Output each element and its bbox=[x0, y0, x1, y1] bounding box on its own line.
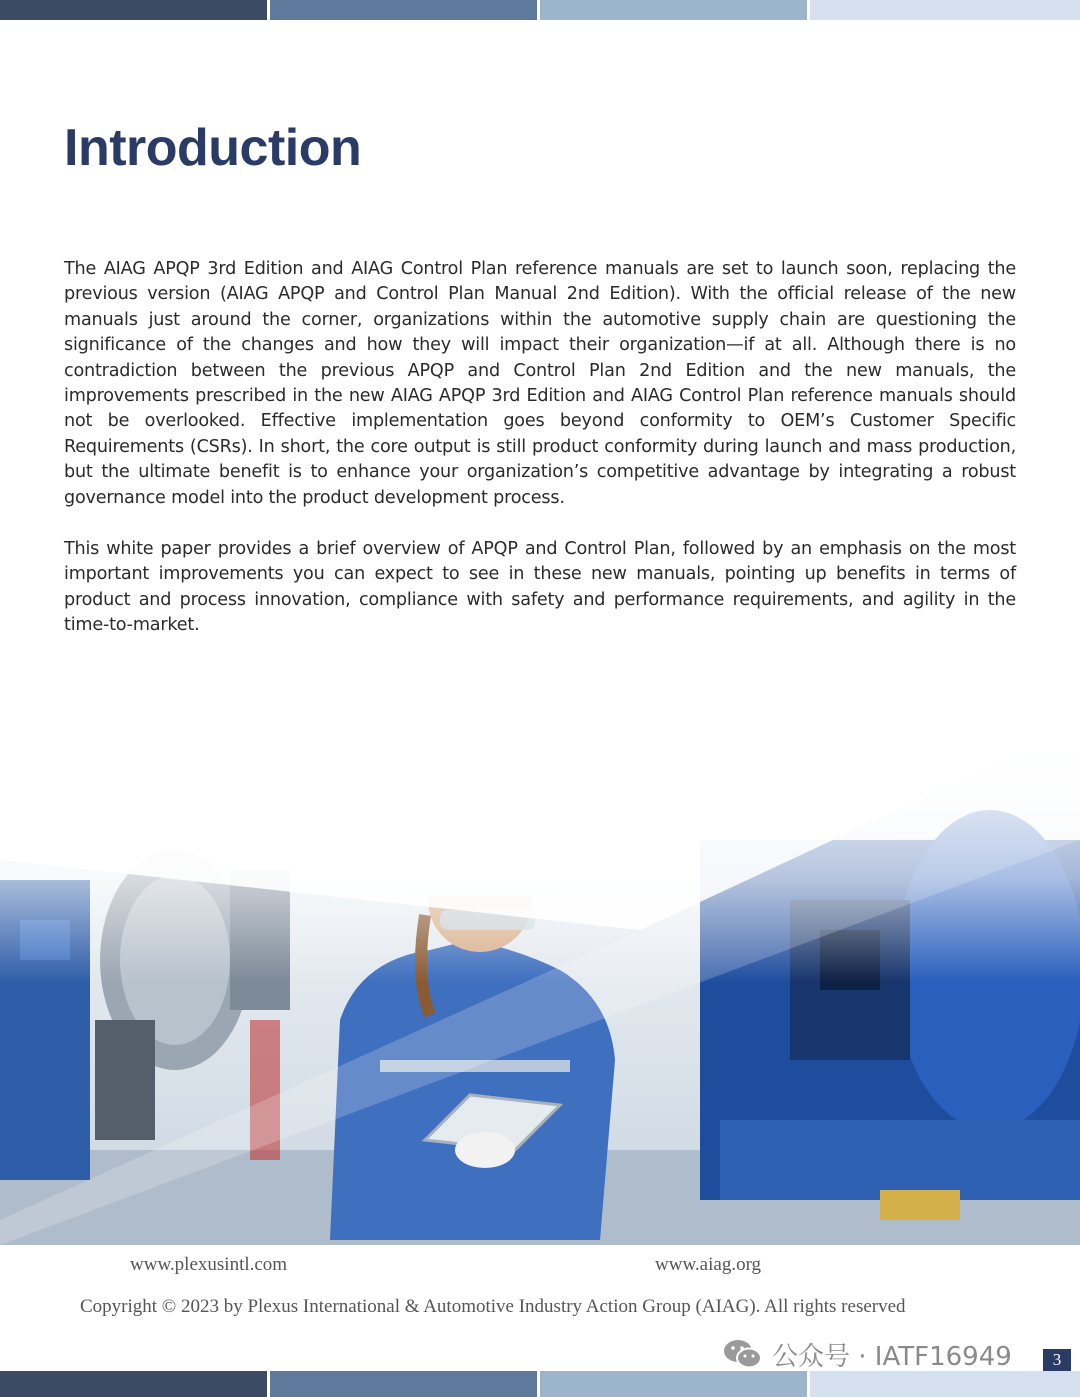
footer-link-aiag[interactable]: www.aiag.org bbox=[655, 1254, 762, 1275]
footer-link-plexus[interactable]: www.plexusintl.com bbox=[130, 1254, 288, 1275]
wechat-icon bbox=[722, 1337, 764, 1371]
copyright-notice: Copyright © 2023 by Plexus International & Automotive Industry Action Group (AIAG). All rights reserved bbox=[80, 1296, 906, 1317]
page-number: 3 bbox=[1043, 1349, 1071, 1371]
bottom-color-bar bbox=[0, 1371, 1080, 1397]
wechat-watermark bbox=[722, 1335, 1012, 1373]
top-color-bar bbox=[0, 0, 1080, 20]
intro-paragraph-1: The AIAG APQP 3rd Edition and AIAG Control Plan reference manuals are set to launch soon, replacing the previous version (AIAG APQP and Control Plan Manual 2nd Edition). With the official release of the new manuals just around the corner, organizations within the automotive supply chain are questioning the significance of the changes and how they will impact their organization—if at all. Although there is no contradiction between the previous APQP and Control Plan 2nd Edition and the new manuals, the improvements prescribed in the new AIAG APQP 3rd Edition and AIAG Control Plan reference manuals should not be overlooked. Effective implementation goes beyond conformity to OEM’s Customer Specific Requirements (CSRs). In short, the core output is still product conformity during launch and mass production, but the ultimate benefit is to enhance your organization’s competitive advantage by integrating a robust governance model into the product development process. bbox=[64, 259, 1016, 508]
factory-worker-photo bbox=[0, 720, 1080, 1245]
page-title: Introduction bbox=[64, 119, 362, 177]
watermark-text: 公众号 · IATF16949 bbox=[772, 1341, 1012, 1372]
intro-paragraph-2: This white paper provides a brief overview of APQP and Control Plan, followed by an emphasis on the most important improvements you can expect to see in these new manuals, pointing up benefits in terms of product and process innovation, compliance with safety and performance requirements, and agility in the time-to-market. bbox=[64, 539, 1016, 636]
